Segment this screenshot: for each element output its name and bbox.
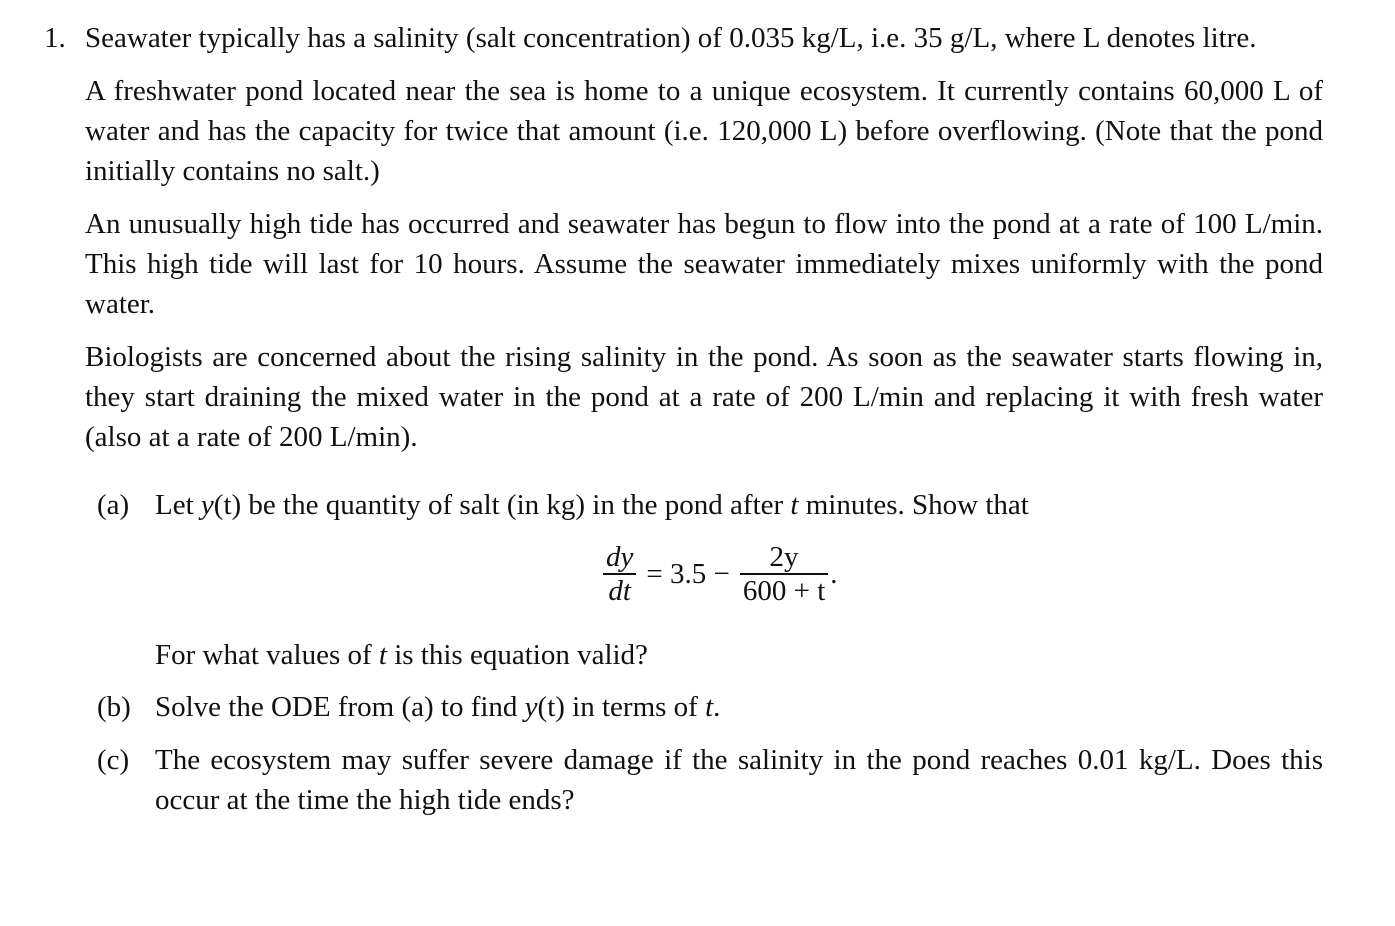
equation-period: . (830, 557, 838, 590)
paren-t: (t) (213, 489, 242, 521)
part-a-text-1: Let (155, 489, 201, 521)
rhs-numerator: 2y (769, 541, 799, 573)
part-a-text-3: minutes. Show that (798, 489, 1029, 521)
validity-text-1: For what values of (155, 639, 379, 671)
part-a-label: (a) (97, 489, 130, 521)
part-a-statement (155, 485, 1323, 525)
part-a-text-2: be the quantity of salt (in kg) in the pond after (241, 489, 791, 521)
problem-parts (85, 485, 1323, 820)
part-b-statement (155, 687, 1323, 727)
part-b-var-y: y (524, 691, 538, 723)
part-b-var-t: t (705, 691, 714, 723)
lhs-denominator: dt (608, 574, 631, 607)
part-a-validity-question (155, 635, 1323, 675)
problem-number: 1. (44, 22, 66, 54)
lhs-fraction (603, 541, 636, 607)
part-b (85, 687, 1323, 727)
paragraph-pond: A freshwater pond located near the sea is home to a unique ecosystem. It currently contains 60,000 L of water and has the capacity for twice that amount (i.e. 120,000 L) before overflowing. (Note that the pond initially contains no salt.) (85, 75, 1323, 187)
part-b-text-1: Solve the ODE from (a) to find (155, 691, 525, 723)
equation-middle: = 3.5 − (646, 557, 730, 590)
part-a (85, 485, 1323, 675)
var-y: y (200, 489, 214, 521)
validity-text-2: is this equation valid? (386, 639, 648, 671)
paragraph-salinity: Seawater typically has a salinity (salt concentration) of 0.035 kg/L, i.e. 35 g/L, where L denotes litre. (85, 22, 1257, 54)
part-c-statement: The ecosystem may suffer severe damage if the salinity in the pond reaches 0.01 kg/L. Does this occur at the time the high tide ends? (155, 744, 1323, 816)
paragraph-tide: An unusually high tide has occurred and seawater has begun to flow into the pond at a rate of 100 L/min. This high tide will last for 10 hours. Assume the seawater immediately mixes uniformly with the pond water. (85, 208, 1323, 320)
problem-body (85, 18, 1323, 820)
lhs-numerator: dy (606, 541, 634, 573)
ode-equation (85, 527, 1323, 637)
part-b-label: (b) (97, 691, 131, 723)
part-b-text-3: . (713, 691, 721, 723)
rhs-denominator: 600 + t (742, 574, 826, 607)
paragraph-biologists: Biologists are concerned about the rising salinity in the pond. As soon as the seawater starts flowing in, they start draining the mixed water in the pond at a rate of 200 L/min and replacing it with fresh water (also at a rate of 200 L/min). (85, 341, 1323, 453)
var-t: t (790, 489, 799, 521)
problem-1 (44, 18, 1329, 820)
part-b-paren-t: (t) (537, 691, 565, 723)
rhs-fraction (740, 541, 828, 607)
part-c-label: (c) (97, 744, 130, 776)
validity-var-t: t (378, 639, 387, 671)
equation-content (603, 541, 838, 607)
part-b-text-2: in terms of (564, 691, 706, 723)
part-c (85, 740, 1323, 820)
